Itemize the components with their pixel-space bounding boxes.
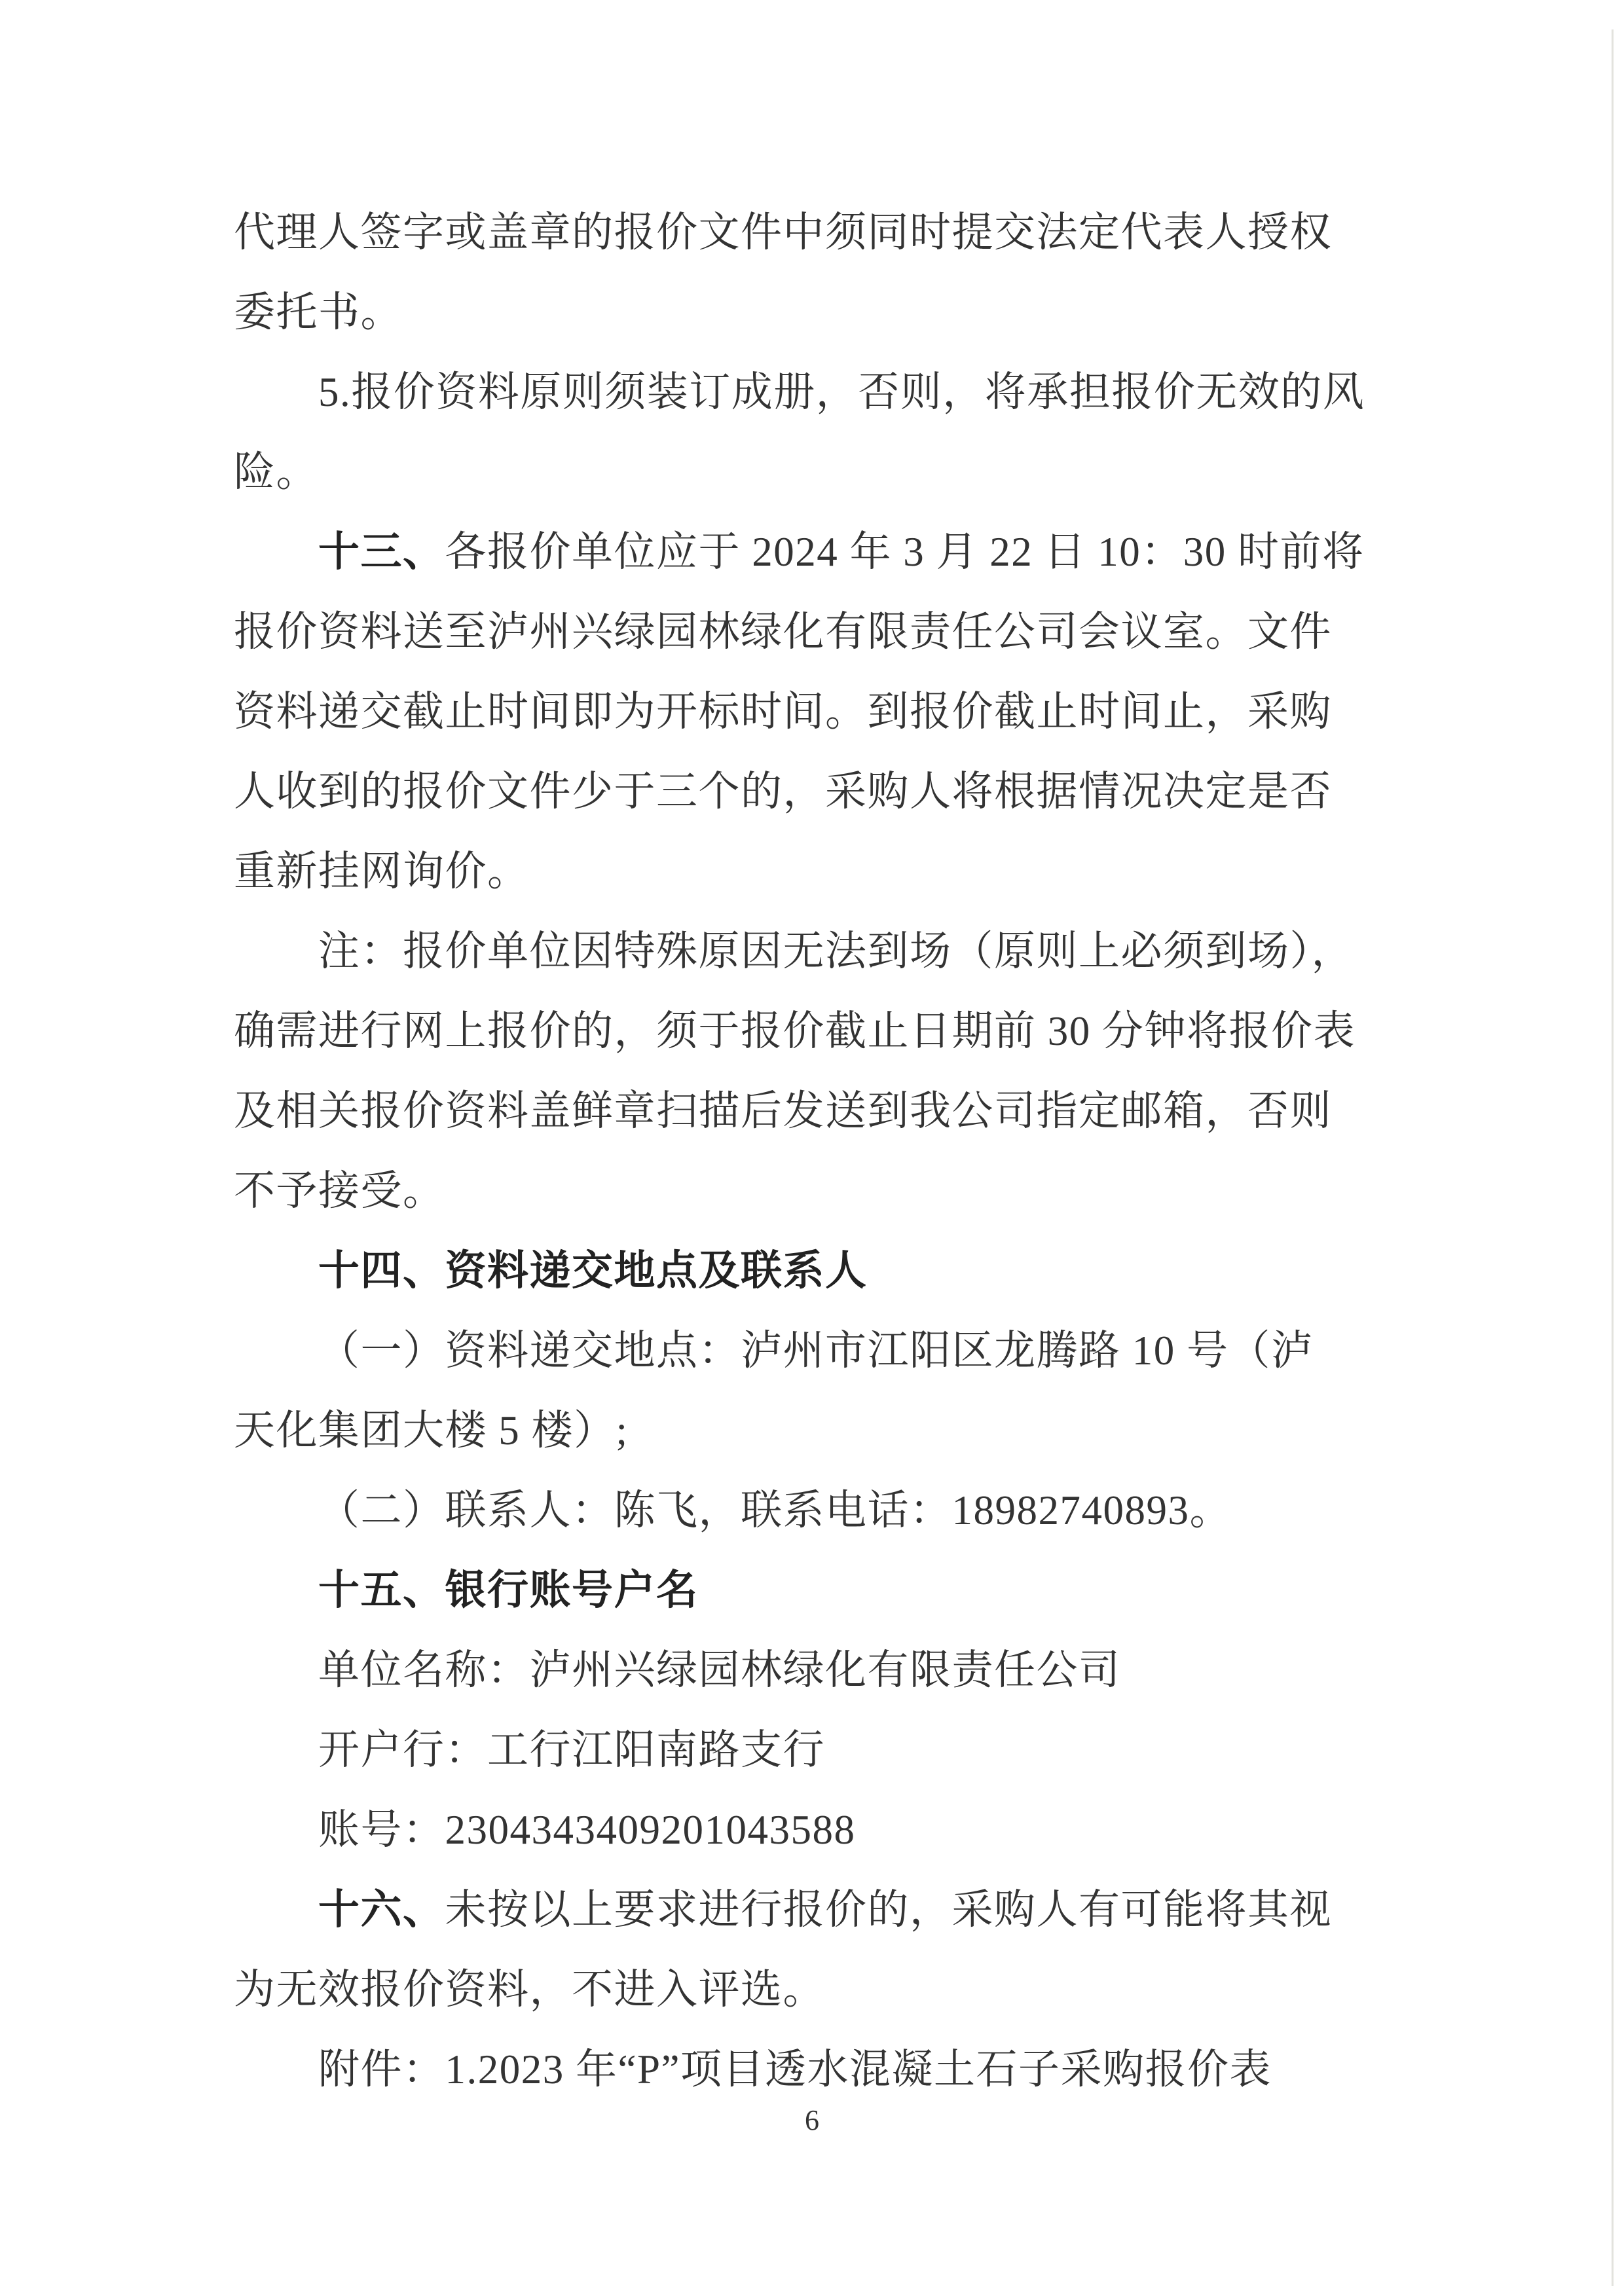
note-remote-bidding-line: 不予接受。 [234, 1168, 445, 1214]
scan-edge-artifact [1612, 29, 1614, 2286]
para-binding-requirement-line: 险。 [234, 449, 318, 495]
note-remote-bidding-line: 确需进行网上报价的，须于报价截止日期前 30 分钟将报价表 [234, 1008, 1356, 1054]
attachment-line: 附件：1.2023 年“P”项目透水混凝土石子采购报价表 [318, 2047, 1272, 2092]
section-13-deadline-line: 重新挂网询价。 [234, 848, 530, 894]
section-13-deadline-line: 报价资料送至泸州兴绿园林绿化有限责任公司会议室。文件 [234, 609, 1332, 655]
section-16-invalid-bid-line: 十六、未按以上要求进行报价的，采购人有可能将其视 [318, 1887, 1332, 1933]
section-16-number: 十六、 [318, 1887, 445, 1933]
page-number: 6 [805, 2104, 819, 2136]
section-13-deadline-line: 十三、各报价单位应于 2024 年 3 月 22 日 10：30 时前将 [318, 529, 1365, 575]
bank-branch-line: 开户行：工行江阳南路支行 [318, 1727, 825, 1773]
document-body [234, 192, 1419, 2109]
section-16-invalid-bid-line: 为无效报价资料，不进入评选。 [234, 1967, 825, 2013]
section-heading-14: 十四、资料递交地点及联系人 [318, 1248, 868, 1294]
bank-account-name-line: 单位名称：泸州兴绿园林绿化有限责任公司 [318, 1647, 1121, 1693]
para-binding-requirement-line: 5.报价资料原则须装订成册，否则，将承担报价无效的风 [318, 369, 1365, 415]
section-heading-15: 十五、银行账号户名 [318, 1567, 699, 1613]
para-authorization-line: 代理人签字或盖章的报价文件中须同时提交法定代表人授权 [234, 210, 1332, 255]
item-1-delivery-address-line: （一）资料递交地点：泸州市江阳区龙腾路 10 号（泸 [318, 1328, 1314, 1374]
note-remote-bidding-line: 注：报价单位因特殊原因无法到场（原则上必须到场）， [318, 928, 1354, 974]
note-remote-bidding-line: 及相关报价资料盖鲜章扫描后发送到我公司指定邮箱，否则 [234, 1088, 1332, 1134]
bank-account-number-line: 账号：2304343409201043588 [318, 1807, 856, 1853]
item-2-contact-line: （二）联系人：陈飞，联系电话：18982740893。 [318, 1487, 1232, 1533]
para-authorization-line: 委托书。 [234, 289, 403, 335]
section-13-number: 十三、 [318, 529, 445, 575]
item-1-delivery-address-line: 天化集团大楼 5 楼）; [234, 1408, 629, 1453]
section-13-deadline-line: 资料递交截止时间即为开标时间。到报价截止时间止，采购 [234, 689, 1332, 735]
section-13-deadline-line: 人收到的报价文件少于三个的，采购人将根据情况决定是否 [234, 769, 1332, 814]
